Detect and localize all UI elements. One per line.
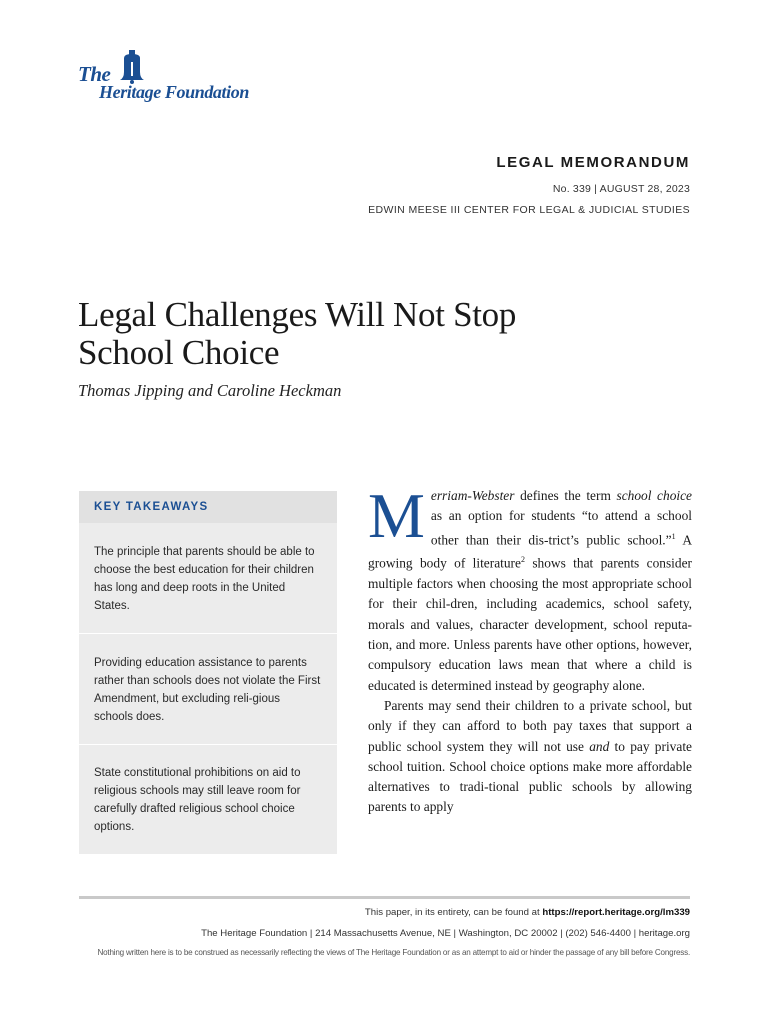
liberty-bell-icon — [120, 50, 144, 84]
body-paragraph: Parents may send their children to a private school, but only if they can afford to both pay taxes that support a public school system they will not use and to pay private school tuition. School choice options make more affordable alternatives to tradi-tional public schools by allowing parents to apply — [368, 697, 692, 815]
key-takeaways-box — [79, 491, 337, 854]
emphasis-and: and — [589, 738, 610, 754]
heritage-foundation-logo — [78, 50, 268, 110]
merriam-webster-ref: erriam-Webster — [430, 488, 515, 503]
body-text — [368, 480, 692, 818]
report-url[interactable]: https://report.heritage.org/lm339 — [542, 907, 690, 918]
drop-cap: M — [368, 480, 425, 551]
footer-address: The Heritage Foundation | 214 Massachusetts Avenue, NE | Washington, DC 20002 | (202) 546-4400 | heritage.org — [201, 928, 690, 939]
document-type: LEGAL MEMORANDUM — [496, 154, 690, 171]
body-paragraph: Merriam-Webster defines the term school choice as an option for students “to attend a school other than their dis-trict’s public school.”$^1$ A growing body of literature$^2$ shows that parents consider multiple factors when choosing the most appropriate school for their chil-dren, including academics, school safety, morals and values, character development, school reputa-tion, and more. Unless parents have other options, however, compulsory education laws mean that where a child is educated is determined instead by geography alone. — [368, 480, 692, 693]
key-takeaways-heading: KEY TAKEAWAYS — [79, 491, 337, 523]
memo-header — [368, 154, 690, 216]
authors: Thomas Jipping and Caroline Heckman — [78, 381, 342, 400]
logo-the: The — [78, 62, 111, 86]
footnote-marker: 2 — [520, 555, 525, 565]
takeaway-item: The principle that parents should be able to choose the best education for their children has long and deep roots in the United States. — [94, 546, 315, 612]
takeaway-item: Providing education assistance to parents rather than schools does not violate the First Amendment, but excluding reli-gious schools does. — [94, 657, 321, 723]
logo-heritage-foundation: Heritage Foundation — [99, 82, 249, 102]
takeaway-divider — [79, 633, 337, 634]
defined-term: school choice — [616, 488, 692, 503]
paper-title: Legal Challenges Will Not Stop School Choice — [78, 295, 517, 372]
footnote-marker: 1 — [671, 531, 676, 541]
footer-disclaimer: Nothing written here is to be construed as necessarily reflecting the views of The Heritage Foundation or as an attempt to aid or hinder the passage of any bill before Congress. — [97, 948, 690, 957]
footer-rule — [79, 896, 690, 899]
footer-report-link: This paper, in its entirety, can be found at https://report.heritage.org/lm339 — [364, 907, 690, 918]
takeaway-item: State constitutional prohibitions on aid to religious schools may still leave room for carefully drafted religious school choice options. — [94, 767, 301, 833]
center-name: EDWIN MEESE III CENTER FOR LEGAL & JUDICIAL STUDIES — [368, 204, 690, 216]
takeaway-divider — [79, 744, 337, 745]
issue-number-date: No. 339 | AUGUST 28, 2023 — [552, 183, 690, 195]
